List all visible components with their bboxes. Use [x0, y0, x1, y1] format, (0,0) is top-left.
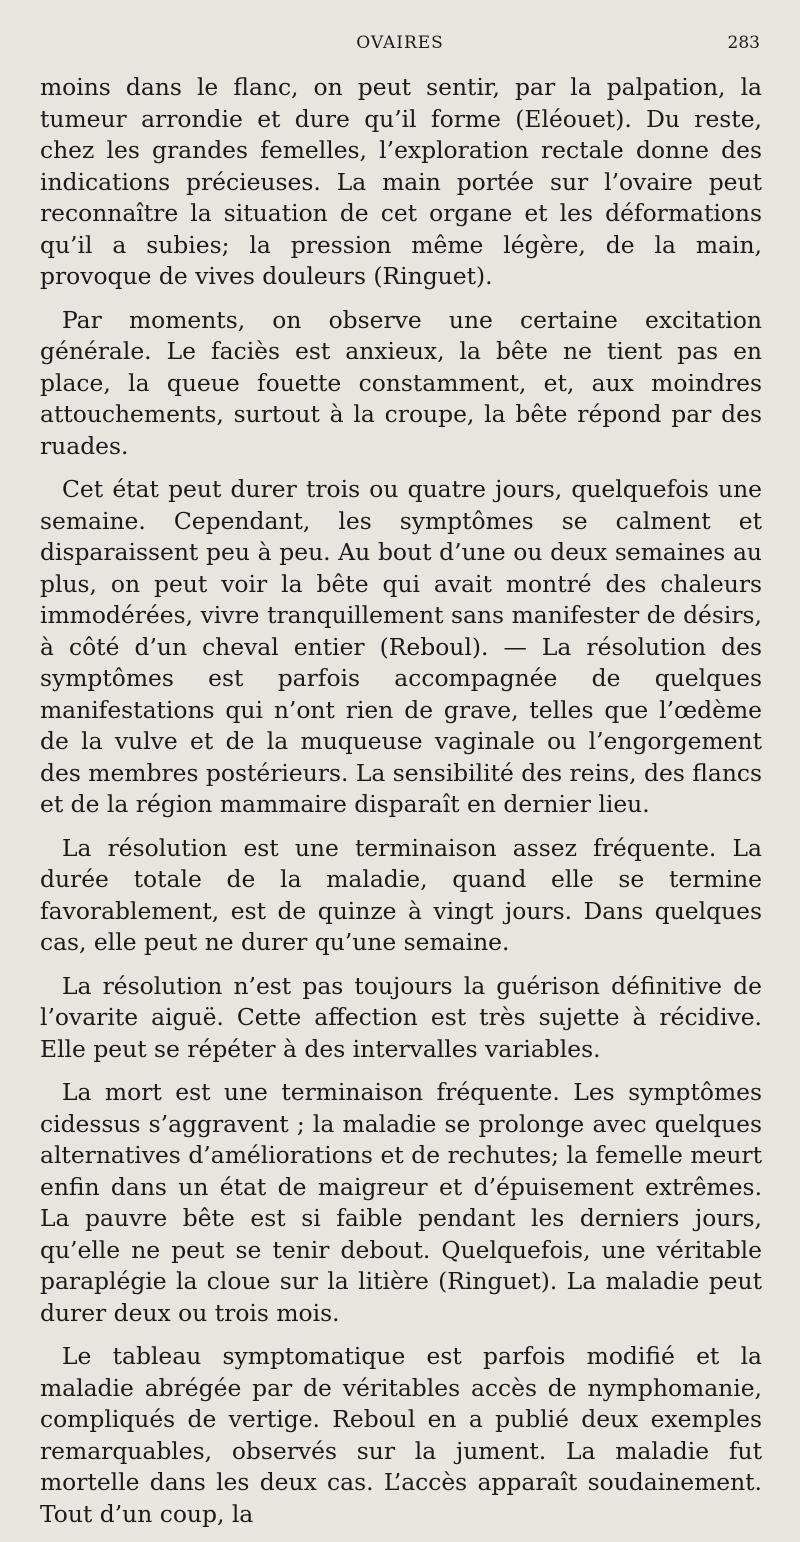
paragraph: La mort est une terminaison fréquente. Les symptômes cidessus s’aggravent ; la maladie se prolonge avec quelques alternatives d’améliorations et de rechutes; la femelle meurt enfin dans un état de maigreur et d’épuisement extrêmes. La pauvre bête est si faible pendant les derniers jours, qu’elle ne peut se tenir debout. Quelquefois, une véritable paraplégie la cloue sur la litière (Ringuet). La maladie peut durer deux ou trois mois. [40, 1078, 762, 1327]
paragraph: moins dans le flanc, on peut sentir, par la palpation, la tumeur arrondie et dure qu’il forme (Eléouet). Du reste, chez les grandes femelles, l’exploration rectale donne des indications précieuses. La main portée sur l’ovaire peut reconnaître la situation de cet organe et les déformations qu’il a subies; la pression même légère, de la main, provoque de vives douleurs (Ringuet). [40, 73, 762, 290]
chapter-title: OVAIRES [356, 33, 444, 53]
text-body [40, 72, 762, 1542]
running-head [0, 33, 800, 59]
paragraph: Le tableau symptomatique est parfois modifié et la maladie abrégée par de véritables accès de nymphomanie, compliqués de vertige. Reboul en a publié deux exemples remarquables, observés sur la jument. La maladie fut mortelle dans les deux cas. L’accès apparaît soudainement. Tout d’un coup, la [40, 1342, 762, 1528]
paragraph: La résolution est une terminaison assez fréquente. La durée totale de la maladie, quand elle se termine favorablement, est de quinze à vingt jours. Dans quelques cas, elle peut ne durer qu’une semaine. [40, 833, 762, 956]
paragraph: Par moments, on observe une certaine excitation générale. Le faciès est anxieux, la bête ne tient pas en place, la queue fouette constamment, et, aux moindres attouchements, surtout à la croupe, la bête répond par des ruades. [40, 305, 762, 460]
page-number: 283 [727, 33, 760, 53]
paragraph: Cet état peut durer trois ou quatre jours, quelquefois une semaine. Cependant, les symptômes se calment et disparaissent peu à peu. Au bout d’une ou deux semaines au plus, on peut voir la bête qui avait montré des chaleurs immodérées, vivre tranquillement sans manifester de désirs, à côté d’un cheval entier (Reboul). — La résolution des symptômes est parfois accompagnée de quelques manifestations qui n’ont rien de grave, telles que l’œdème de la vulve et de la muqueuse vaginale ou l’engorgement des membres postérieurs. La sensibilité des reins, des flancs et de la région mammaire disparaît en dernier lieu. [40, 475, 762, 818]
paragraph: La résolution n’est pas toujours la guérison définitive de l’ovarite aiguë. Cette affection est très sujette à récidive. Elle peut se répéter à des intervalles variables. [40, 971, 762, 1063]
